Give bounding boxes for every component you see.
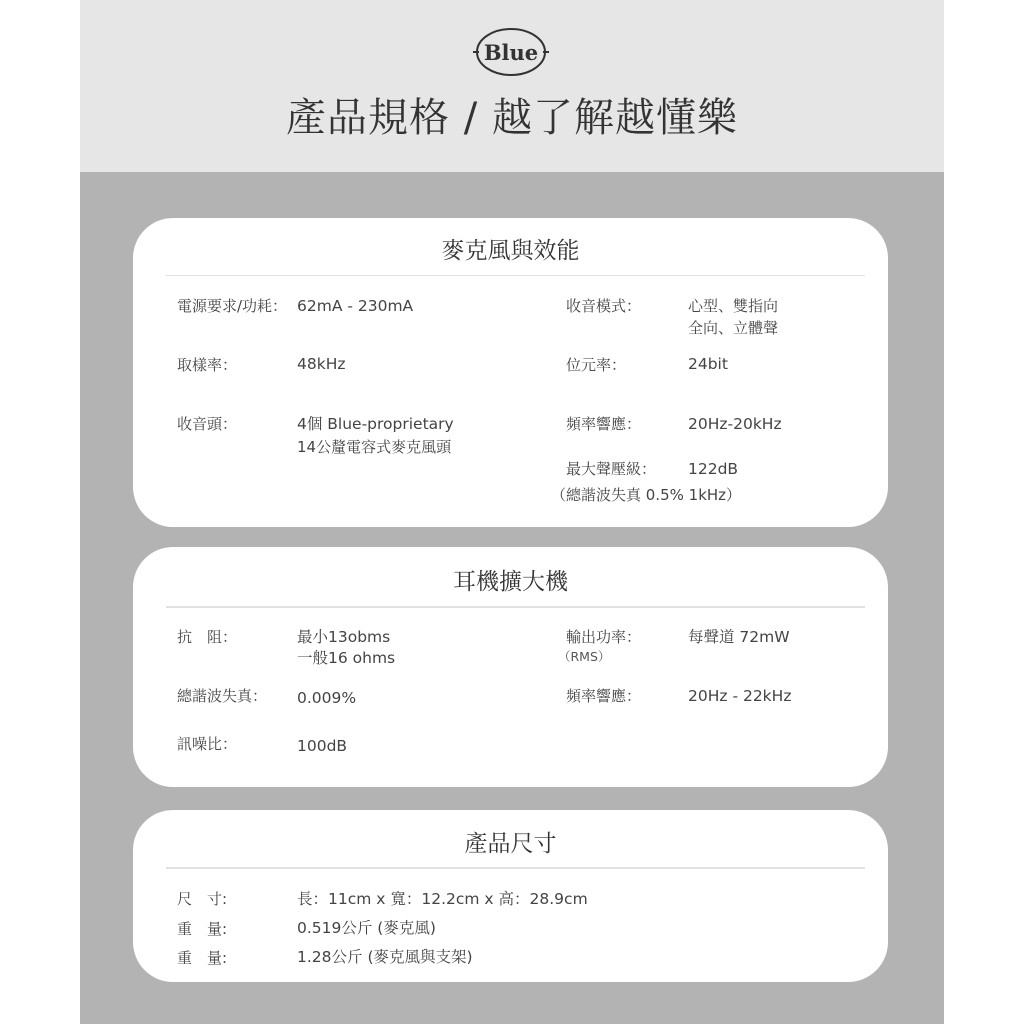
page-header [80, 0, 944, 172]
bit-depth-label: 位元率： [566, 356, 627, 374]
size-card-title: 產品尺寸 [464, 831, 557, 857]
pattern-value-line2: 全向、立體聲 [688, 319, 779, 337]
output-power-sub: （RMS） [558, 649, 611, 664]
dimension-value: 長：11cm x 寬：12.2cm x 高：28.9cm [297, 890, 588, 908]
amp-thd-label: 總諧波失真： [177, 687, 268, 705]
pattern-label: 收音模式： [566, 297, 642, 315]
max-spl-value: 122dB [688, 460, 739, 478]
spec-page [80, 0, 944, 1024]
blue-logo [473, 26, 549, 78]
dimension-label: 尺 寸: [177, 890, 228, 908]
capsule-value-line2: 14公釐電容式麥克風頭 [297, 438, 452, 456]
bit-depth-value: 24bit [688, 355, 728, 373]
amp-freq-label: 頻率響應： [566, 687, 642, 705]
amp-thd-value: 0.009% [297, 689, 357, 707]
impedance-label: 抗 阻： [177, 628, 238, 646]
amp-card-title: 耳機擴大機 [453, 569, 568, 595]
amp-freq-value: 20Hz - 22kHz [688, 687, 792, 705]
mic-freq-label: 頻率響應： [566, 415, 642, 433]
size-card-divider [166, 867, 865, 869]
pattern-value-line1: 心型、雙指向 [688, 297, 779, 315]
sample-rate-label: 取樣率： [177, 356, 238, 374]
capsule-label: 收音頭： [177, 415, 238, 433]
mic-card-divider [166, 275, 865, 276]
capsule-value-line1: 4個 Blue-proprietary [297, 415, 454, 433]
mic-freq-value: 20Hz-20kHz [688, 415, 782, 433]
amp-spec-card [133, 547, 888, 787]
power-value: 62mA - 230mA [297, 297, 414, 315]
mic-spec-card [133, 218, 888, 527]
snr-value: 100dB [297, 737, 348, 755]
max-spl-note: （總諧波失真 0.5% 1kHz） [551, 486, 742, 504]
size-spec-card [133, 810, 888, 982]
amp-card-divider [166, 606, 865, 608]
impedance-value-line2: 一般16 ohms [297, 649, 396, 667]
logo-text: Blue [483, 39, 539, 65]
weight-stand-value: 1.28公斤 (麥克風與支架) [297, 948, 473, 966]
weight-mic-value: 0.519公斤 (麥克風) [297, 919, 436, 937]
page-title: 產品規格 / 越了解越懂樂 [286, 95, 738, 141]
output-power-value: 每聲道 72mW [688, 628, 790, 646]
power-label: 電源要求/功耗： [177, 297, 288, 315]
weight-stand-label: 重 量: [177, 949, 228, 967]
mic-card-title: 麥克風與效能 [441, 238, 580, 264]
max-spl-label: 最大聲壓級： [566, 460, 657, 478]
output-power-label: 輸出功率： [566, 628, 642, 646]
weight-mic-label: 重 量: [177, 920, 228, 938]
sample-rate-value: 48kHz [297, 355, 346, 373]
impedance-value-line1: 最小13obms [297, 628, 391, 646]
snr-label: 訊噪比： [177, 735, 238, 753]
